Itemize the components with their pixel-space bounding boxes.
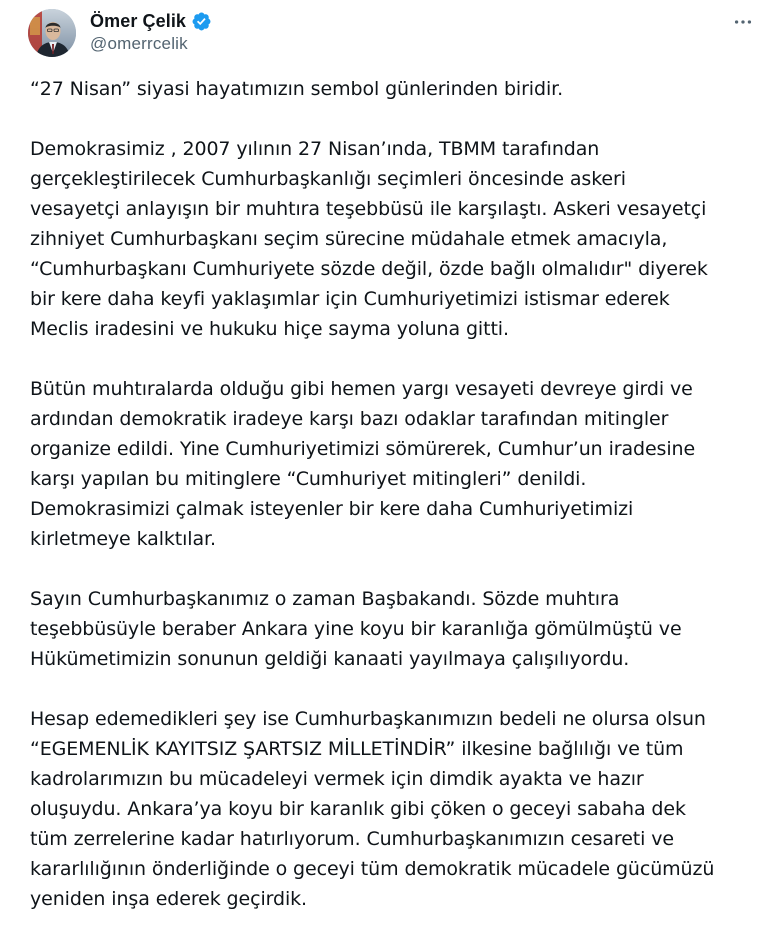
tweet-text-line: Demokrasimiz , 2007 yılının 27 Nisan’ında, TBMM tarafından xyxy=(30,138,600,160)
tweet-text xyxy=(30,74,760,944)
tweet-paragraph xyxy=(30,374,760,554)
tweet-text-line: gerçekleştirilecek Cumhurbaşkanlığı seçimleri öncesinde askeri xyxy=(30,168,626,190)
tweet-paragraph xyxy=(30,704,760,914)
name-row xyxy=(90,9,212,33)
tweet-text-line: kadrolarımızın bu mücadeleyi vermek için dimdik ayakta ve hazır xyxy=(30,768,644,790)
tweet-text-line: oluşuydu. Ankara’ya koyu bir karanlık gibi çöken o geceyi sabaha dek xyxy=(30,798,686,820)
tweet-text-line: zihniyet Cumhurbaşkanı seçim sürecine müdahale etmek amacıyla, xyxy=(30,228,668,250)
tweet-text-line: karşı yapılan bu mitinglere “Cumhuriyet mitingleri” denildi. xyxy=(30,468,587,490)
tweet-paragraph xyxy=(30,134,760,344)
avatar[interactable] xyxy=(28,9,76,57)
tweet-text-line: Hükümetimizin sonunun geldiği kanaati yayılmaya çalışılıyordu. xyxy=(30,648,630,670)
tweet-text-line: kirletmeye kalktılar. xyxy=(30,528,216,550)
tweet-text-line: vesayetçi anlayışın bir muhtıra teşebbüsü ile karşılaştı. Askeri vesayetçi xyxy=(30,198,707,220)
tweet-text-line: Sayın Cumhurbaşkanımız o zaman Başbakandı. Sözde muhtıra xyxy=(30,588,620,610)
author-identity xyxy=(90,9,212,54)
tweet-paragraph xyxy=(30,74,760,104)
more-options-button[interactable] xyxy=(728,11,758,33)
tweet-text-line: tüm zerrelerine kadar hatırlıyorum. Cumhurbaşkanımızın cesareti ve xyxy=(30,828,674,850)
tweet-text-line: Meclis iradesini ve hukuku hiçe sayma yoluna gitti. xyxy=(30,318,509,340)
author-handle[interactable]: @omerrcelik xyxy=(90,34,188,53)
profile-photo-icon xyxy=(28,9,76,57)
more-horizontal-icon xyxy=(732,11,754,33)
tweet-text-line: organize edildi. Yine Cumhuriyetimizi sömürerek, Cumhur’un iradesine xyxy=(30,438,696,460)
tweet-text-line: teşebbüsüyle beraber Ankara yine koyu bir karanlığa gömülmüştü ve xyxy=(30,618,682,640)
tweet-text-line: kararlılığının önderliğinde o geceyi tüm demokratik mücadele gücümüzü xyxy=(30,858,715,880)
tweet-text-line: ardından demokratik iradeye karşı bazı odaklar tarafından mitingler xyxy=(30,408,669,430)
tweet-paragraph xyxy=(30,584,760,674)
tweet-text-line: Hesap edemedikleri şey ise Cumhurbaşkanımızın bedeli ne olursa olsun xyxy=(30,708,706,730)
tweet-text-line: “27 Nisan” siyasi hayatımızın sembol günlerinden biridir. xyxy=(30,78,564,100)
display-name[interactable]: Ömer Çelik xyxy=(90,10,187,31)
tweet-text-line: bir kere daha keyfi yaklaşımlar için Cumhuriyetimizi istismar ederek xyxy=(30,288,670,310)
tweet-text-line: “Cumhurbaşkanı Cumhuriyete sözde değil, özde bağlı olmalıdır" diyerek xyxy=(30,258,708,280)
tweet-text-line: Bütün muhtıralarda olduğu gibi hemen yargı vesayeti devreye girdi ve xyxy=(30,378,693,400)
tweet-text-line: “EGEMENLİK KAYITSIZ ŞARTSIZ MİLLETİNDİR” ilkesine bağlılığı ve tüm xyxy=(30,738,684,760)
tweet-text-line: yeniden inşa ederek geçirdik. xyxy=(30,888,307,910)
tweet-text-line: Demokrasimizi çalmak isteyenler bir kere daha Cumhuriyetimizi xyxy=(30,498,634,520)
tweet-header xyxy=(28,9,758,59)
verified-badge-icon xyxy=(191,11,212,32)
